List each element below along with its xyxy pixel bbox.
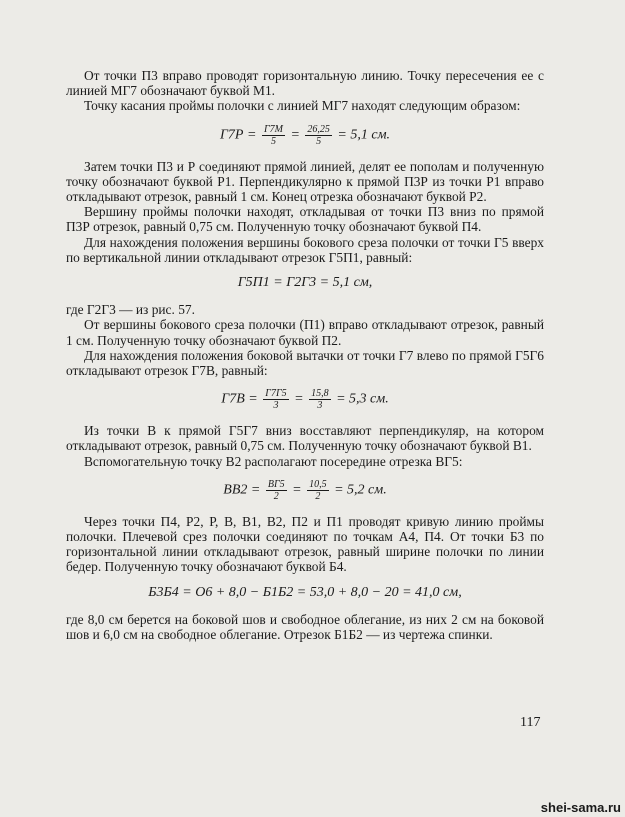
formula-g7p: Г7Р = $\frac{Г7М}{5}$ = $\frac{26,25}{5}$ = 5,1 см.	[219, 123, 391, 147]
paragraph: Точку касания проймы полочки с линией МГ7 находят следующим образом:	[84, 98, 521, 114]
fraction	[266, 479, 287, 502]
paragraph: где 8,0 см берется на боковой шов и свободное облегание, из них 2 см на боковой шов и 6,0 см на свободное облегание. Отрезок Б1Б2 — из чертежа спинки.	[66, 611, 544, 643]
fraction-denominator: 3	[317, 400, 323, 412]
formula-lhs: ВВ2 =	[223, 482, 261, 498]
formula-g7v: Г7В = $\frac{Г7Г5}{3}$ = $\frac{15,8}{3}$ = 5,3 см.	[221, 388, 389, 412]
paragraph: От вершины бокового среза полочки (П1) вправо откладывают отрезок, равный 1 см. Полученную точку обозначают буквой П2.	[66, 317, 544, 348]
formula-rhs: = 5,3 см.	[336, 391, 389, 407]
formula-b3b4: Б3Б4 = О6 + 8,0 − Б1Б2 = 53,0 + 8,0 − 20 = 41,0 см,	[148, 584, 462, 600]
fraction-denominator: 2	[273, 490, 279, 502]
paragraph: От точки П3 вправо проводят горизонтальную линию. Точку пересечения ее с линией МГ7 обозначают буквой М1.	[66, 68, 544, 99]
fraction	[263, 388, 288, 411]
paragraph: Вспомогательную точку В2 располагают посередине отрезка ВГ5:	[84, 453, 463, 469]
formula-vv2: ВВ2 = $\frac{ВГ5}{2}$ = $\frac{10,5}{2}$ = 5,2 см.	[223, 478, 387, 502]
fraction-denominator: 5	[316, 135, 322, 147]
fraction	[262, 124, 285, 147]
fraction	[309, 388, 331, 411]
fraction	[307, 479, 329, 502]
paragraph: Затем точки П3 и Р соединяют прямой линией, делят ее пополам и полученную точку обозначают буквой Р1. Перпендикулярно к прямой П3Р из точки Р1 вправо откладывают отрезок, равный 1 см. Конец отрезка обозначают буквой Р2.	[66, 158, 544, 205]
paragraph: Из точки В к прямой Г5Г7 вниз восставляют перпендикуляр, на котором откладывают отрезок, равный 0,75 см. Полученную точку обозначают буквой В1.	[66, 423, 544, 454]
formula-g5p1: Г5П1 = Г2Г3 = 5,1 см,	[237, 275, 373, 291]
page-number: 117	[520, 715, 541, 730]
fraction-numerator: 10,5	[309, 478, 327, 490]
fraction-numerator: Г7М	[263, 123, 283, 135]
fraction	[305, 124, 332, 147]
fraction-numerator: Г7Г5	[265, 388, 287, 400]
paragraph: Через точки П4, Р2, Р, В, В1, В2, П2 и П1 проводят кривую линию проймы полочки. Плечевой срез полочки соединяют по точкам А4, П4. От точки Б3 по горизонтальной линии откладывают отрезок, равный ширине полочки по линии бедер. Полученную точку обозначают буквой Б4.	[66, 513, 544, 575]
fraction-denominator: 5	[270, 135, 276, 147]
fraction-denominator: 3	[273, 400, 279, 412]
fraction-numerator: ВГ5	[267, 478, 285, 490]
paragraph: Для нахождения положения боковой вытачки от точки Г7 влево по прямой Г5Г6 откладывают отрезок Г7В, равный:	[66, 347, 544, 379]
page-body	[66, 68, 544, 642]
formula-lhs: Г7Р =	[219, 127, 257, 143]
formula-rhs: = 5,2 см.	[334, 482, 387, 498]
paragraph: где Г2Г3 — из рис. 57.	[66, 302, 195, 318]
fraction-denominator: 2	[315, 490, 321, 502]
fraction-numerator: 15,8	[311, 388, 329, 400]
formula-rhs: = 5,1 см.	[337, 127, 391, 143]
paragraph: Вершину проймы полочки находят, откладывая от точки П3 вниз по прямой П3Р отрезок, равный 0,75 см. Полученную точку обозначают буквой П4.	[66, 204, 544, 235]
formula-lhs: Г7В =	[221, 391, 258, 407]
watermark: shei-sama.ru	[540, 800, 621, 815]
paragraph: Для нахождения положения вершины бокового среза полочки от точки Г5 вверх по вертикальной линии откладывают отрезок Г5П1, равный:	[66, 234, 544, 265]
fraction-numerator: 26,25	[307, 123, 330, 135]
